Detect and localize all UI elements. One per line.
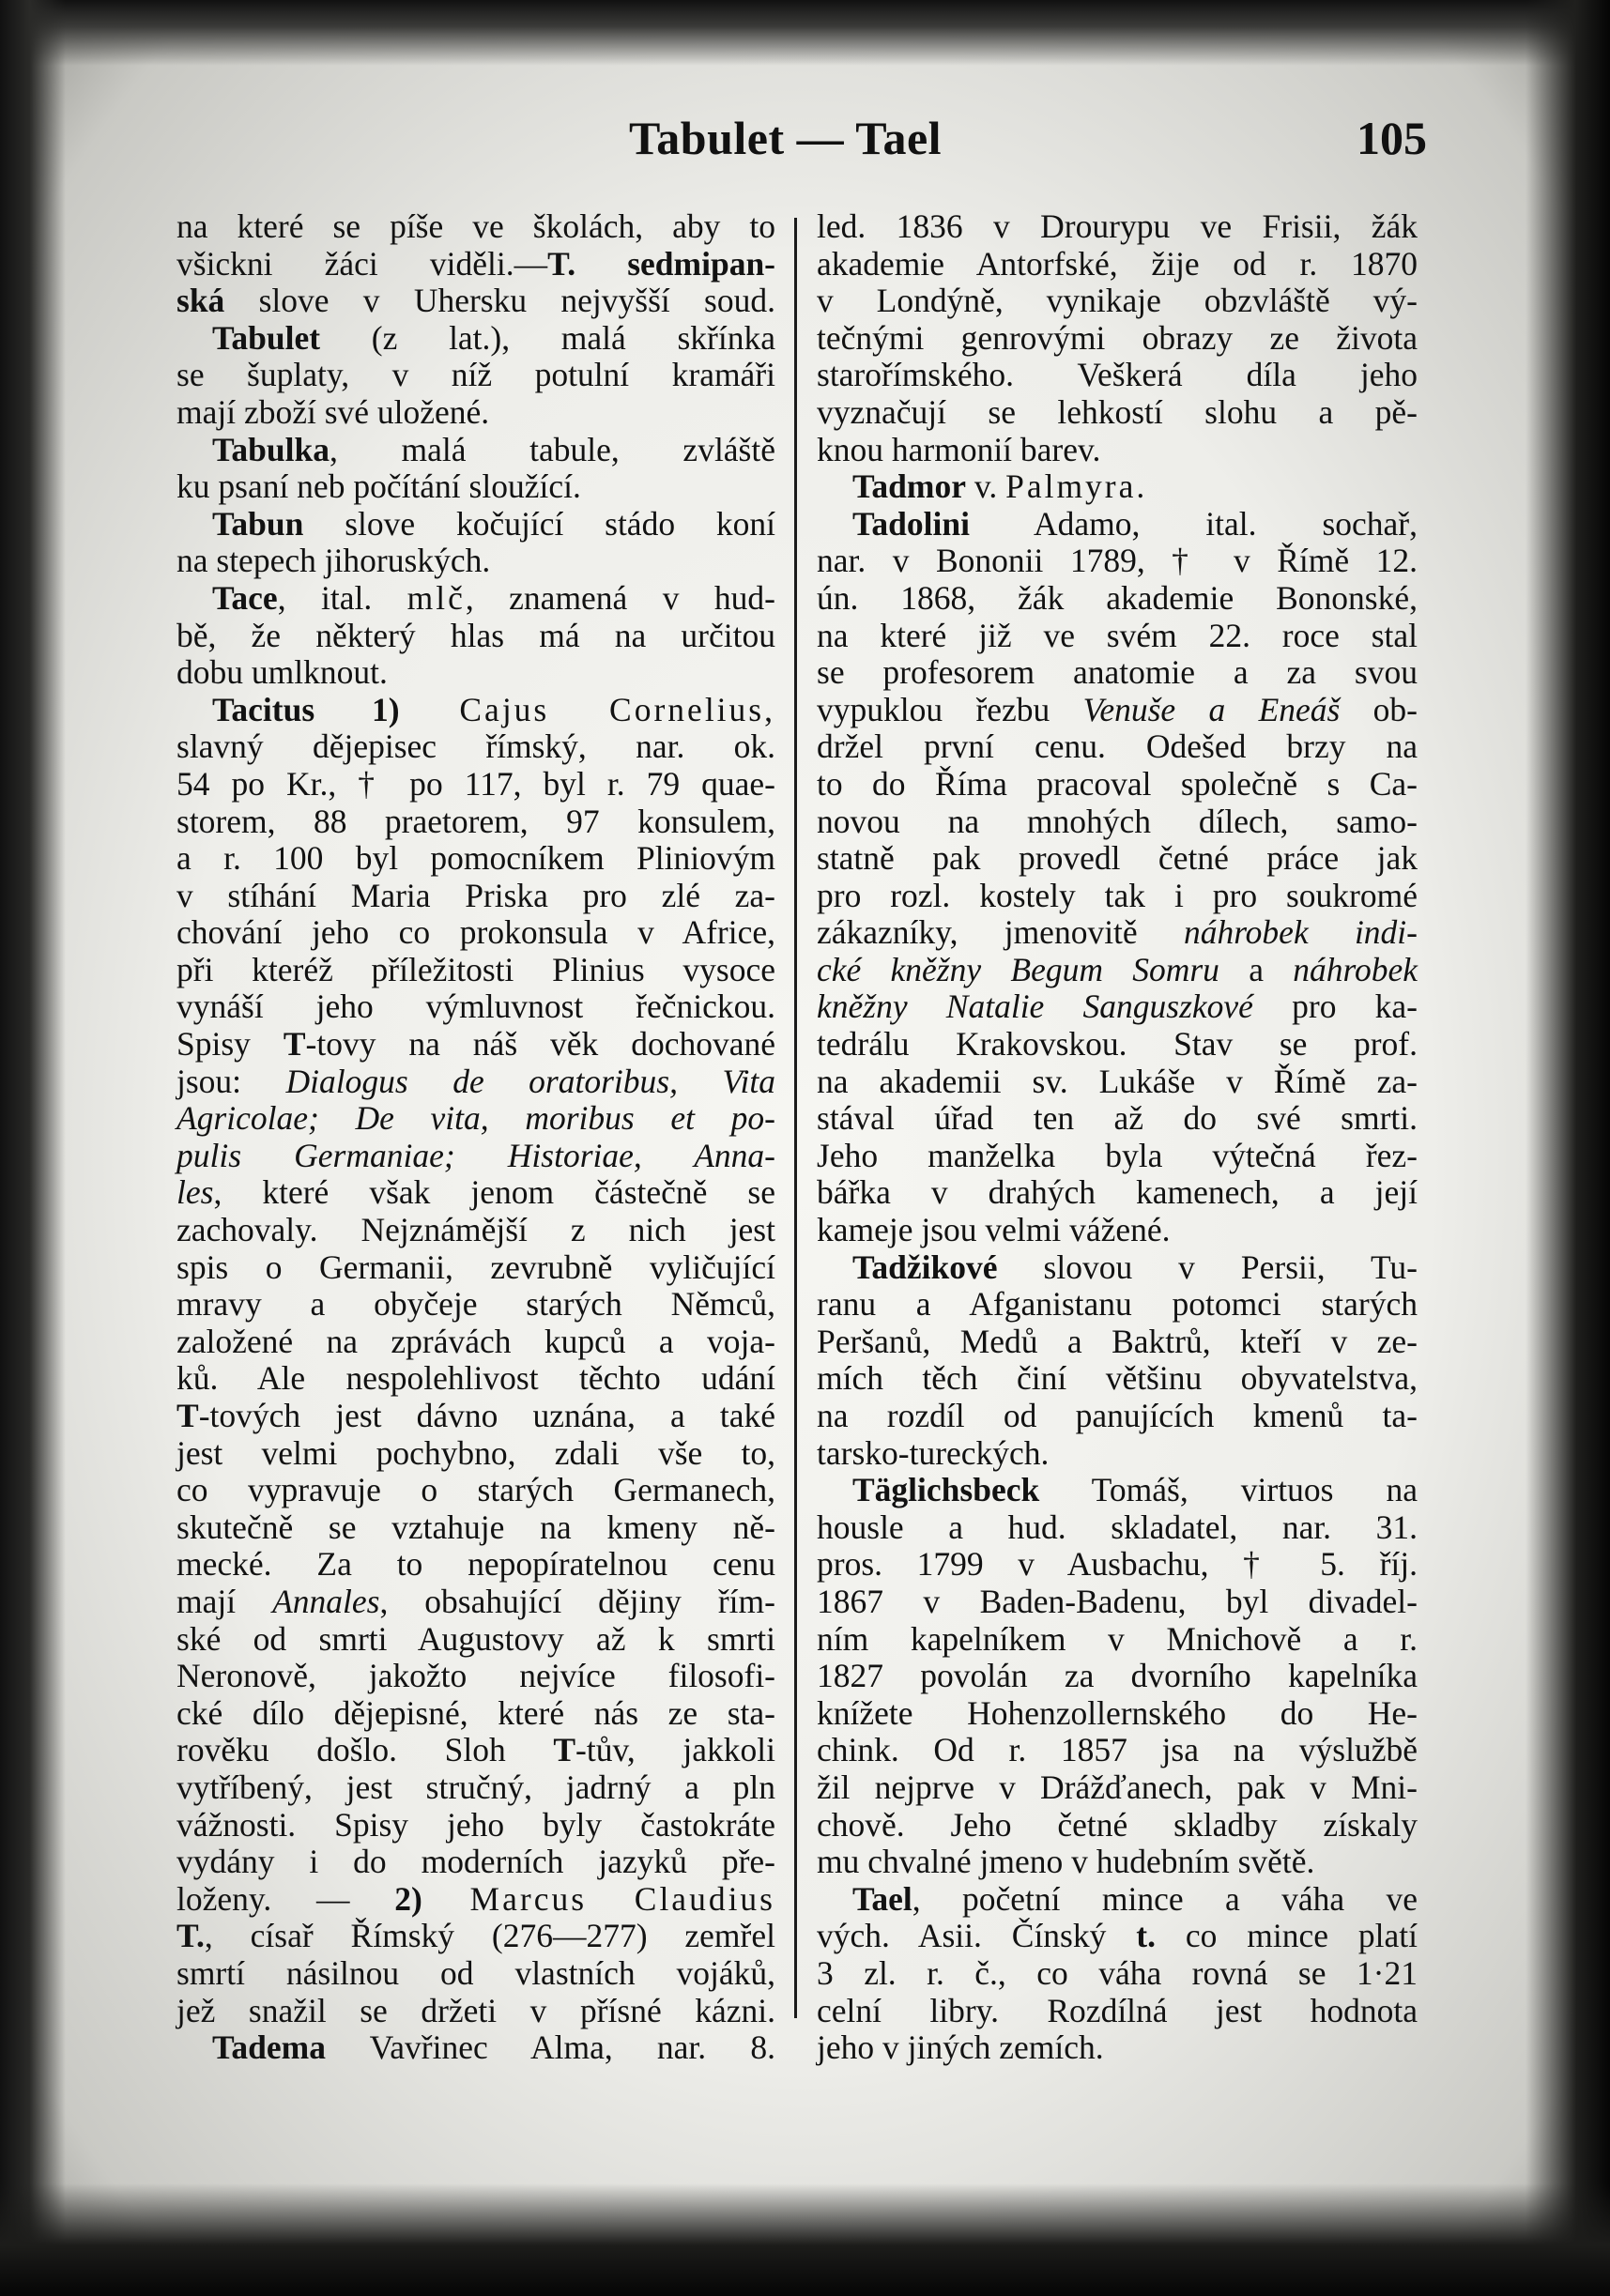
text-segment: na které již ve svém 22. roce stal (817, 616, 1418, 654)
text-segment: to do Říma pracoval společně s Ca- (817, 764, 1418, 803)
text-line (176, 432, 775, 469)
text-line (817, 543, 1418, 580)
text-line (817, 878, 1418, 915)
text-segment: 1867 v Baden-Badenu, byl divadel- (817, 1582, 1418, 1620)
text-line (176, 246, 775, 283)
entry-headword: Tadžikové (852, 1247, 998, 1286)
text-line (817, 804, 1418, 841)
text-segment: mlč (406, 578, 466, 617)
running-header (178, 111, 1427, 167)
text-segment: slove v Uhersku nejvyšší soud. (224, 282, 775, 320)
text-segment: Neronově, jakožto nejvíce filosofi- (176, 1657, 775, 1695)
text-segment: zachovaly. Nejznámější z nich jest (176, 1211, 775, 1249)
text-line (176, 1100, 775, 1138)
entry-headword: Tadolini (852, 504, 970, 543)
text-line (817, 1249, 1418, 1287)
text-segment: Vavřinec Alma, nar. 8. (326, 2028, 775, 2067)
text-segment: akademie Antorfské, žije od r. 1870 (817, 244, 1418, 283)
text-segment: cké kněžny Begum Somru (817, 950, 1219, 988)
entry-headword: T. (176, 1917, 205, 1955)
text-segment: slovou v Persii, Tu- (997, 1247, 1418, 1286)
text-line (817, 840, 1418, 878)
text-line (176, 1398, 775, 1435)
text-line (817, 1918, 1418, 1955)
text-segment: náhrobek (1293, 950, 1418, 988)
text-segment: kněžny Natalie Sanguszkové (817, 987, 1253, 1026)
text-segment: Dialogus de oratoribus, Vita (285, 1062, 775, 1100)
text-line (817, 1695, 1418, 1733)
text-segment: dobu umlknout. (176, 653, 388, 692)
text-line (817, 506, 1418, 543)
text-segment: zákazníky, jmenovitě (817, 913, 1184, 952)
text-segment: spis o Germanii, zevrubně vyličující (176, 1247, 775, 1286)
text-segment: mecké. Za to nepopíratelnou cenu (176, 1545, 775, 1584)
text-line (176, 1695, 775, 1733)
text-segment: vydány i do moderních jazyků pře- (176, 1843, 775, 1881)
text-line (176, 1212, 775, 1249)
text-line (817, 1286, 1418, 1324)
text-segment: rověku došlo. Sloh (176, 1731, 554, 1769)
text-segment: ků. Ale nespolehlivost těchto udání (176, 1359, 775, 1398)
text-segment: pro ka- (1252, 987, 1418, 1026)
text-line (817, 580, 1418, 618)
text-segment: na stepech jihoruských. (176, 542, 491, 580)
entry-headword: Tadmor (852, 467, 966, 506)
text-segment: (z lat.), malá skřínka (320, 318, 775, 357)
text-segment: vypuklou řezbu (817, 690, 1083, 728)
text-line (176, 468, 775, 506)
text-segment: ské od smrti Augustovy až k smrti (176, 1619, 775, 1658)
text-line (176, 1064, 775, 1101)
text-segment: ním kapelníkem v Mnichově a r. (817, 1619, 1418, 1658)
text-segment: jsou: (176, 1062, 286, 1100)
text-line (176, 840, 775, 878)
text-line (817, 1509, 1418, 1547)
text-line (817, 1732, 1418, 1769)
entry-headword: Tabulka (212, 430, 330, 468)
text-line (817, 394, 1418, 432)
text-line (176, 878, 775, 915)
scan-shadow-top (0, 0, 1610, 66)
text-line (817, 357, 1418, 394)
text-segment: , početní mince a váha ve (912, 1879, 1418, 1918)
text-line (817, 1584, 1418, 1621)
text-line (176, 1324, 775, 1361)
text-line (817, 1993, 1418, 2030)
text-segment: tarsko-tureckých. (817, 1433, 1050, 1472)
text-segment: Annales (272, 1582, 380, 1620)
text-line (817, 952, 1418, 989)
entry-headword: Täglichsbeck (852, 1471, 1040, 1509)
text-segment: Adamo, ital. sochař, (970, 504, 1418, 543)
text-line (176, 506, 775, 543)
text-line (817, 988, 1418, 1026)
text-segment: cké dílo dějepisné, které nás ze sta- (176, 1693, 775, 1732)
text-segment: smrtí násilnou od vlastních vojáků, (176, 1953, 775, 1992)
text-segment: chově. Jeho četné skladby získaly (817, 1805, 1418, 1844)
entry-headword: Tabun (212, 504, 304, 543)
text-line (817, 1100, 1418, 1138)
text-line (817, 1064, 1418, 1101)
text-segment: 3 zl. r. č., co váha rovná se 1·21 (817, 1953, 1418, 1992)
text-line (817, 1955, 1418, 1993)
text-line (176, 1249, 775, 1287)
text-line (817, 914, 1418, 952)
text-segment: nar. v Bononii 1789, † v Římě 12. (817, 542, 1418, 580)
text-line (176, 1286, 775, 1324)
text-segment: starořímského. Veškerá díla jeho (817, 356, 1418, 394)
text-line (176, 1918, 775, 1955)
text-segment: , obsahující dějiny řím- (379, 1582, 775, 1620)
text-line (176, 1509, 775, 1547)
entry-headword: Tael (852, 1879, 912, 1918)
text-segment: chování jeho co prokonsula v Africe, (176, 913, 775, 952)
text-segment: a (1219, 950, 1294, 988)
text-segment: ku psaní neb počítání sloužící. (176, 467, 581, 506)
text-segment: , malá tabule, zvláště (330, 430, 775, 468)
entry-headword: T (553, 1731, 576, 1769)
text-line (817, 1026, 1418, 1064)
text-segment: se profesorem anatomie a za svou (817, 653, 1418, 692)
left-column (176, 208, 775, 2067)
text-segment: knížete Hohenzollernského do He- (817, 1693, 1418, 1732)
text-segment: , znamená v hud- (465, 578, 775, 617)
text-line (176, 1658, 775, 1695)
text-segment: jeho v jiných zemích. (817, 2028, 1104, 2067)
text-line (176, 1732, 775, 1769)
text-segment: led. 1836 v Drourypu ve Frisii, žák (817, 207, 1418, 245)
text-line (176, 952, 775, 989)
text-segment: slavný dějepisec římský, nar. ok. (176, 727, 775, 766)
text-segment: v. (966, 467, 1006, 506)
text-segment: Tomáš, virtuos na (1039, 1471, 1418, 1509)
text-segment: co mince platí (1155, 1917, 1418, 1955)
text-line (176, 320, 775, 358)
entry-headword: Tace (212, 578, 278, 617)
text-segment: ob- (1340, 690, 1418, 728)
text-segment: založené na zprávách kupců a voja- (176, 1322, 775, 1360)
scan-shadow-right (1526, 0, 1610, 2296)
text-segment: na které se píše ve školách, aby to (176, 207, 775, 245)
text-line (817, 1324, 1418, 1361)
entry-headword: Tadema (212, 2028, 326, 2067)
text-line (176, 208, 775, 246)
text-line (817, 766, 1418, 804)
text-segment: celní libry. Rozdílná jest hodnota (817, 1991, 1418, 2029)
text-line (817, 1546, 1418, 1584)
text-line (176, 580, 775, 618)
text-line (176, 543, 775, 580)
text-segment: mají zboží své uložené. (176, 392, 490, 431)
text-segment: pro rozl. kostely tak i pro soukromé (817, 876, 1418, 914)
text-segment: vynáší jeho výmluvnost řečnickou. (176, 987, 775, 1026)
text-segment: mají (176, 1582, 273, 1620)
text-segment: co vypravuje o starých Germanech, (176, 1471, 775, 1509)
text-segment: Venuše a Eneáš (1082, 690, 1341, 728)
text-segment: kameje jsou velmi vážené. (817, 1211, 1171, 1249)
text-line (817, 1769, 1418, 1807)
text-line (817, 654, 1418, 692)
text-segment: Agricolae; De vita, moribus et po- (176, 1099, 775, 1138)
text-segment: statně pak provedl četné práce jak (817, 839, 1418, 878)
text-line (176, 728, 775, 766)
text-segment: jest velmi pochybno, zdali vše to, (176, 1433, 775, 1472)
text-line (176, 1769, 775, 1807)
text-line (176, 804, 775, 841)
page-number: 105 (1357, 112, 1427, 164)
text-segment: Cajus Cornelius, (399, 690, 775, 728)
text-line (817, 618, 1418, 655)
running-head-title: Tabulet — Tael (629, 112, 943, 164)
text-line (176, 1174, 775, 1212)
text-segment: náhrobek indi- (1183, 913, 1418, 952)
entry-headword: T (283, 1025, 306, 1064)
text-line (176, 1026, 775, 1064)
text-segment: les (176, 1173, 214, 1212)
text-line (817, 692, 1418, 729)
text-line (817, 320, 1418, 358)
text-line (176, 618, 775, 655)
text-line (176, 766, 775, 804)
column-divider (794, 218, 797, 2018)
text-segment: a r. 100 byl pomocníkem Pliniovým (176, 839, 775, 878)
text-line (176, 1435, 775, 1473)
text-segment: pulis Germaniae; Historiae, Anna- (176, 1136, 775, 1174)
text-segment: vyznačují se lehkostí slohu a pě- (817, 392, 1418, 431)
text-segment: housle a hud. skladatel, nar. 31. (817, 1508, 1418, 1546)
text-segment: mích těch činí většinu obyvatelstva, (817, 1359, 1418, 1398)
text-segment: pros. 1799 v Ausbachu, † 5. říj. (817, 1545, 1418, 1584)
text-line (176, 1584, 775, 1621)
text-line (176, 1360, 775, 1398)
text-line (176, 394, 775, 432)
text-segment: v stíhání Maria Priska pro zlé za- (176, 876, 775, 914)
text-segment: při kteréž příležitosti Plinius vysoce (176, 950, 775, 988)
text-segment: knou harmonií barev. (817, 430, 1101, 468)
entry-headword: Tacitus 1) (212, 690, 400, 728)
entry-headword: T. sedmipan- (547, 244, 776, 283)
text-line (176, 1993, 775, 2030)
text-segment: v Londýně, vynikaje obzvláště vý- (817, 282, 1418, 320)
text-segment: vytříbený, jest stručný, jadrný a pln (176, 1768, 775, 1806)
text-line (176, 914, 775, 952)
text-segment: tedrálu Krakovskou. Stav se prof. (817, 1025, 1418, 1064)
text-segment: vážnosti. Spisy jeho byly častokráte (176, 1805, 775, 1844)
text-segment: 1827 povolán za dvorního kapelníka (817, 1657, 1418, 1695)
text-line (817, 1435, 1418, 1473)
text-segment: se šuplaty, v níž potulní kramáři (176, 356, 775, 394)
entry-headword: Tabulet (212, 318, 321, 357)
text-segment: -tových jest dávno uznána, a také (198, 1397, 775, 1434)
text-line (817, 1212, 1418, 1249)
text-line (817, 1658, 1418, 1695)
text-segment: vých. Asii. Čínský (817, 1917, 1137, 1955)
text-line (817, 1138, 1418, 1175)
text-line (817, 1360, 1418, 1398)
text-line (176, 1546, 775, 1584)
text-segment: bářka v drahých kamenech, a její (817, 1173, 1418, 1212)
text-line (817, 2029, 1418, 2067)
text-line (817, 1881, 1418, 1919)
text-line (817, 1472, 1418, 1509)
text-line (817, 246, 1418, 283)
text-line (176, 2029, 775, 2067)
text-segment: loženy. — (176, 1879, 395, 1918)
text-line (817, 1844, 1418, 1881)
text-segment: ranu a Afganistanu potomci starých (817, 1285, 1418, 1324)
text-segment: mu chvalné jmeno v hudebním světě. (817, 1843, 1315, 1881)
text-segment: -tův, jakkoli (575, 1731, 775, 1769)
text-segment: , které však jenom částečně se (213, 1173, 775, 1212)
text-line (176, 357, 775, 394)
text-line (817, 1174, 1418, 1212)
text-line (176, 1138, 775, 1175)
entry-headword: 2) (394, 1879, 422, 1918)
text-segment: storem, 88 praetorem, 97 konsulem, (176, 802, 775, 840)
text-segment: Jeho manželka byla výtečná řez- (817, 1136, 1418, 1174)
text-segment: držel první cenu. Odešed brzy na (817, 727, 1418, 766)
right-column (817, 208, 1418, 2067)
text-segment: chink. Od r. 1857 jsa na výslužbě (817, 1731, 1418, 1769)
text-segment: jež snažil se držeti v přísné kázni. (176, 1991, 775, 2029)
text-segment: ún. 1868, žák akademie Bononské, (817, 578, 1418, 617)
text-line (817, 1398, 1418, 1435)
text-line (817, 432, 1418, 469)
text-line (817, 1621, 1418, 1659)
text-line (176, 1807, 775, 1844)
text-segment: všickni žáci viděli.— (176, 244, 548, 283)
text-segment: žil nejprve v Drážďanech, pak v Mni- (817, 1768, 1418, 1806)
text-line (176, 692, 775, 729)
text-line (176, 988, 775, 1026)
text-segment: Palmyra. (1005, 467, 1148, 506)
entry-headword: ská (176, 282, 225, 320)
scan-shadow-bottom (0, 2183, 1610, 2296)
text-line (817, 1807, 1418, 1844)
text-line (817, 728, 1418, 766)
text-segment: Peršanů, Medů a Baktrů, kteří v ze- (817, 1322, 1418, 1360)
text-segment: stával úřad ten až do své smrti. (817, 1099, 1418, 1138)
entry-headword: t. (1136, 1917, 1156, 1955)
text-segment: Spisy (176, 1025, 284, 1064)
text-segment: tečnými genrovými obrazy ze života (817, 318, 1418, 357)
text-line (176, 1881, 775, 1919)
text-segment: mravy a obyčeje starých Němců, (176, 1285, 775, 1324)
text-line (817, 283, 1418, 320)
text-segment: slove kočující stádo koní (303, 504, 775, 543)
text-segment: novou na mnohých dílech, samo- (817, 802, 1418, 840)
text-line (817, 208, 1418, 246)
text-line (176, 1955, 775, 1993)
entry-headword: T (176, 1397, 199, 1434)
text-segment: -tovy na náš věk dochované (305, 1025, 775, 1064)
text-segment: , císař Římský (276—277) zemřel (204, 1917, 775, 1955)
text-line (176, 283, 775, 320)
text-segment: , ital. (277, 578, 407, 617)
scan-shadow-left (0, 0, 66, 2296)
text-line (176, 654, 775, 692)
text-segment: na rozdíl od panujících kmenů ta- (817, 1397, 1418, 1434)
text-line (176, 1844, 775, 1881)
text-line (176, 1621, 775, 1659)
text-line (176, 1472, 775, 1509)
text-segment: Marcus Claudius (422, 1879, 775, 1918)
text-segment: 54 po Kr., † po 117, byl r. 79 quae- (176, 764, 775, 803)
text-line (817, 468, 1418, 506)
text-segment: bě, že některý hlas má na určitou (176, 616, 775, 654)
text-segment: na akademii sv. Lukáše v Římě za- (817, 1062, 1418, 1100)
text-segment: skutečně se vztahuje na kmeny ně- (176, 1508, 775, 1546)
